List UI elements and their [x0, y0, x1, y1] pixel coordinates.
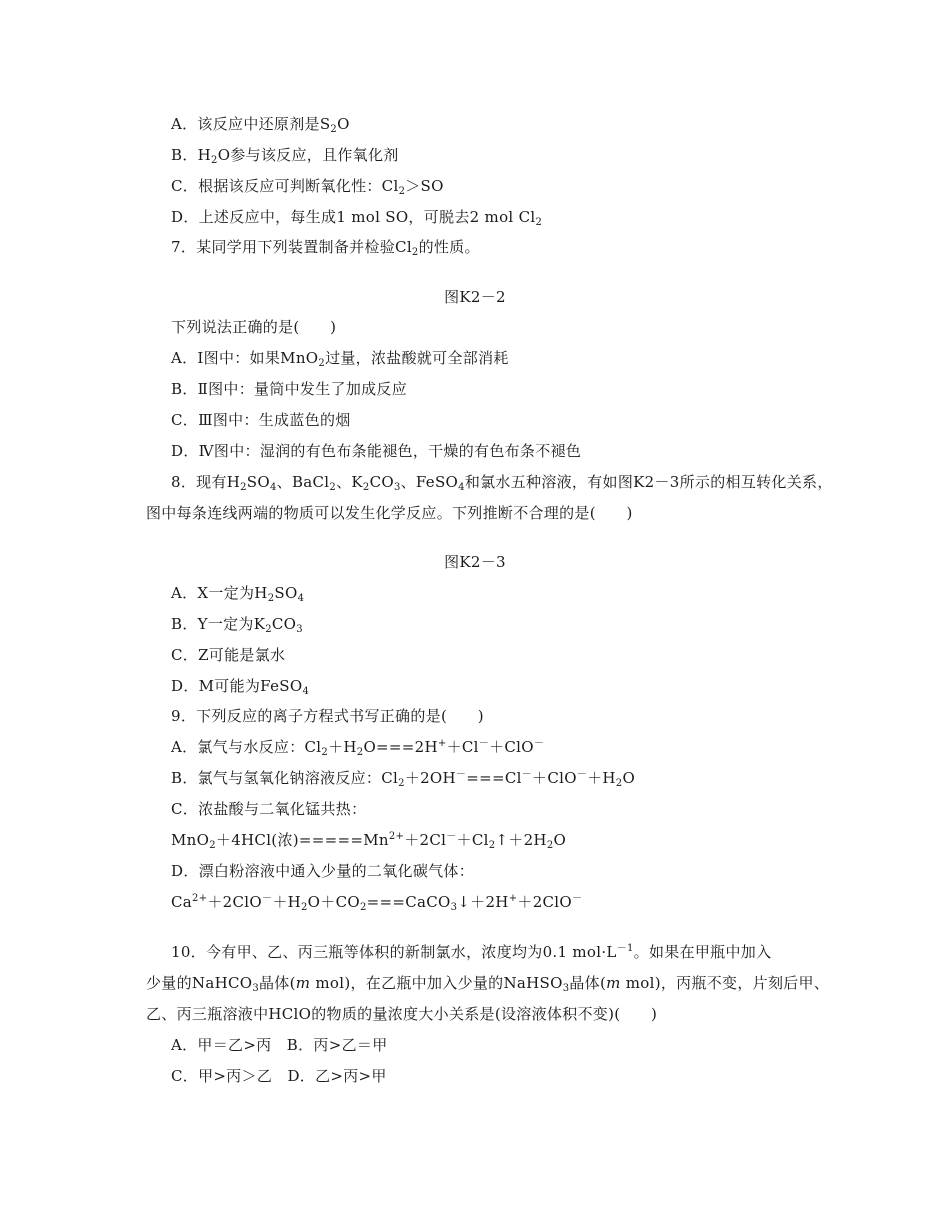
- q10-stem-line3: 乙、丙三瓶溶液中HClO的物质的量浓度大小关系是(设溶液体积不变)( ): [146, 1005, 658, 1023]
- q8-option-b: B．Y一定为$K_2CO_3$: [171, 615, 303, 635]
- q6-option-d: D．上述反应中，每生成1 mol SO，可脱去2 mol $Cl_2$: [171, 208, 543, 228]
- q10-stem-line1: 10．今有甲、乙、丙三瓶等体积的新制氯水，浓度均为0.1 $mol\cdot L^{-1}$。如果在甲瓶中加入: [171, 943, 772, 961]
- q10-options-row1: A．甲＝乙>丙 B．丙>乙＝甲: [171, 1036, 388, 1054]
- q7-figure-caption: 图K2－2: [444, 288, 506, 306]
- q7-option-a: A．Ⅰ图中：如果MnO$_2$过量，浓盐酸就可全部消耗: [171, 349, 509, 369]
- q8-figure-caption: 图K2－3: [444, 553, 506, 571]
- q8-stem-line1: 8．现有$H_2SO_4$、BaCl$_2$、$K_2CO_3$、FeSO$_4$和氯水五种溶液，有如图K2－3所示的相互转化关系，: [171, 473, 833, 493]
- q7-stem: 7．某同学用下列装置制备并检验$Cl_2$的性质。: [171, 238, 480, 258]
- q7-option-b: B．Ⅱ图中：量筒中发生了加成反应: [171, 380, 408, 398]
- q10-options-row2: C．甲>丙＞乙 D．乙>丙>甲: [171, 1067, 387, 1085]
- q9-stem: 9．下列反应的离子方程式书写正确的是( ): [171, 707, 484, 725]
- q8-option-d: D．M可能为FeSO$_4$: [171, 677, 310, 697]
- q8-option-c: C．Z可能是氯水: [171, 646, 286, 664]
- q7-option-c: C．Ⅲ图中：生成蓝色的烟: [171, 411, 351, 429]
- q9-option-d-label: D．漂白粉溶液中通入少量的二氧化碳气体：: [171, 862, 475, 880]
- q9-option-a: A．氯气与水反应：$Cl_2+H_2O===2H^++Cl^-+ClO^-$: [171, 738, 545, 758]
- q9-option-c-equation: MnO$_2$＋4HCl(浓)$=====Mn^{2+}+2Cl^-+Cl_2↑+2H_2O$: [171, 831, 567, 851]
- q6-option-a: A．该反应中还原剂是$S_2O$: [171, 115, 350, 135]
- q10-stem-line2: 少量的NaHCO$_3$晶体(m mol)，在乙瓶中加入少量的NaHSO$_3$晶体(m mol)，丙瓶不变，片刻后甲、: [146, 974, 830, 994]
- q6-option-b: B．$H_2O$参与该反应，且作氧化剂: [171, 146, 399, 166]
- q6-option-c: C．根据该反应可判断氧化性：$Cl_2>SO$: [171, 177, 444, 197]
- q7-prompt: 下列说法正确的是( ): [171, 318, 337, 336]
- q8-option-a: A．X一定为$H_2SO_4$: [171, 584, 305, 604]
- q9-option-b: B．氯气与氢氧化钠溶液反应：$Cl_2+2OH^-===Cl^-+ClO^-+H_2O$: [171, 769, 636, 789]
- q9-option-c-label: C．浓盐酸与二氧化锰共热：: [171, 800, 367, 818]
- q7-figure-placeholder: [146, 260, 806, 284]
- q8-stem-line2: 图中每条连线两端的物质可以发生化学反应。下列推断不合理的是( ): [146, 504, 633, 522]
- q9-option-d-equation: $Ca^{2+}+2ClO^-+H_2O+CO_2===CaCO_3↓+2H^++2ClO^-$: [171, 893, 583, 913]
- q7-option-d: D．Ⅳ图中：湿润的有色布条能褪色，干燥的有色布条不褪色: [171, 442, 582, 460]
